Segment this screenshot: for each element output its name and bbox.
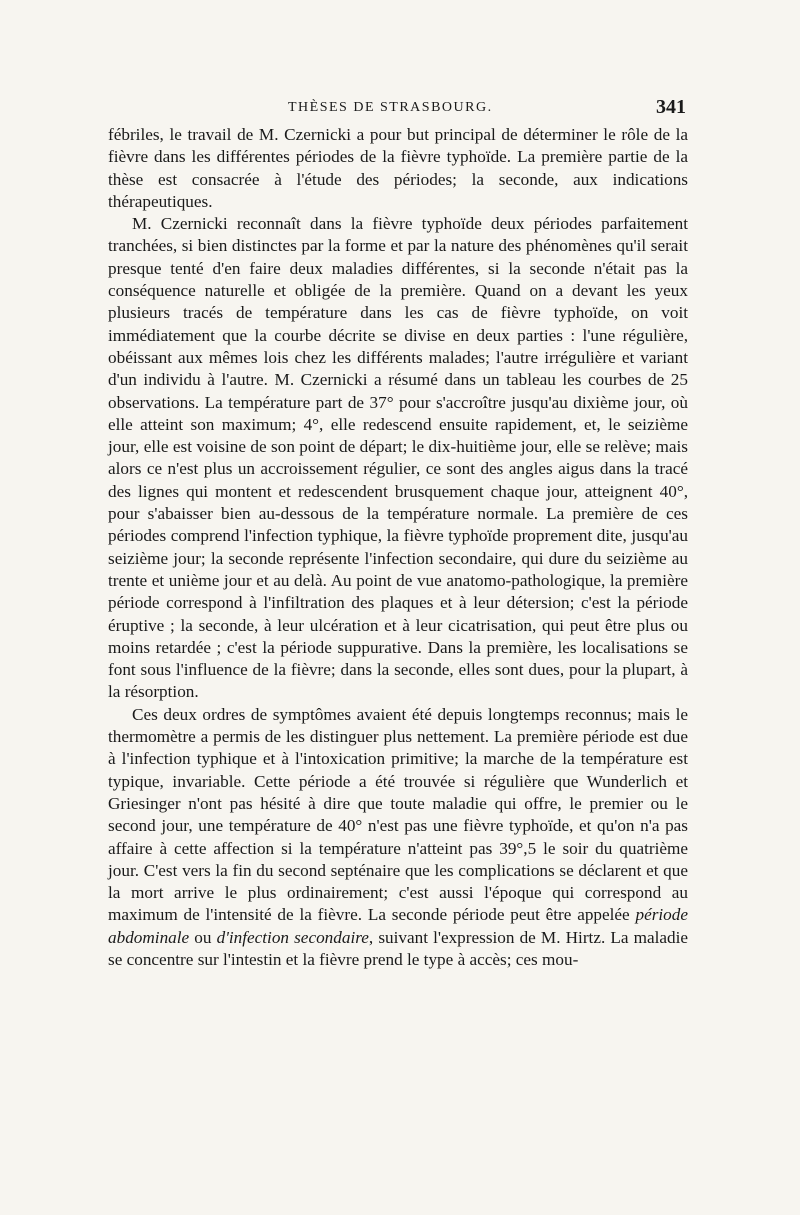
paragraph-symptomes-text: Ces deux ordres de symptômes avaient été depuis longtemps reconnus; mais le thermomètre a permis de les distinguer plus nettement. La première période est due à l'infection typhique et à l'intoxication primitive; la marche de la température est typique, invariable. Cette période a été trouvée si régulière que Wunderlich et Griesinger n'ont pas hésité à dire que toute maladie qui offre, le premier ou le second jour, une température de 40° n'est pas une fièvre typhoïde, et qu'on n'a pas affaire à cette affection si la température n'atteint pas 39°,5 le soir du quatrième jour. C'est vers la fin du second septénaire que les complications se déclarent et que la mort arrive le plus ordinairement; c'est aussi l'époque qui correspond au maximum de l'intensité de la fièvre. La seconde période peut être appelée — [108, 704, 688, 925]
page-number: 341 — [656, 96, 686, 118]
paragraph-czernicki: M. Czernicki reconnaît dans la fièvre typhoïde deux périodes parfaitement tranchées, si bien distinctes par la forme et par la nature des phénomènes qu'il serait presque tenté d'en faire deux maladies différentes, si la seconde n'était pas la conséquence naturelle et obligée de la première. Quand on a devant les yeux plusieurs tracés de température dans les cas de fièvre typhoïde, on voit immédiatement que la courbe décrite se divise en deux parties : l'une régulière, obéissant aux mêmes lois chez les différents malades; l'autre irrégulière et variant d'un individu à l'autre. M. Czernicki a résumé dans un tableau les courbes de 25 observations. La température part de 37° pour s'accroître jusqu'au dixième jour, où elle atteint son maximum; 4°, elle redescend ensuite rapidement, et, le seizième jour, elle est voisine de son point de départ; le dix-huitième jour, elle se relève; mais alors ce n'est plus un accroissement régulier, ce sont des angles aigus dans la tracé des lignes qui montent et redescendent brusquement chaque jour, atteignent 40°, pour s'abaisser bien au-dessous de la température normale. La première de ces périodes comprend l'infection typhique, la fièvre typhoïde proprement dite, jusqu'au seizième jour; la seconde représente l'infection secondaire, qui dure du seizième au trente et unième jour et au delà. Au point de vue anatomo-pathologique, la première période correspond à l'infiltration des plaques et à leur détersion; c'est la période éruptive ; la seconde, à leur ulcération et à leur cicatrisation, qui peut être plus ou moins retardée ; c'est la période suppurative. Dans la première, les localisations se font sous l'influence de la fièvre; dans la seconde, elles sont dues, pour la plupart, à la résorption. — [108, 214, 688, 702]
page-header — [108, 96, 686, 124]
italic-infection-secondaire: d'infection secondaire — [216, 927, 369, 947]
paragraph-symptomes — [108, 704, 688, 972]
body-text — [108, 124, 688, 971]
italic-periode-abdominale: période abdominale — [108, 905, 688, 947]
paragraph-continuation: fébriles, le travail de M. Czernicki a pour but principal de déterminer le rôle de la fièvre dans les différentes périodes de la fièvre typhoïde. La première partie de la thèse est consacrée à l'étude des périodes; la seconde, aux indications thérapeutiques. — [108, 125, 688, 211]
paragraph-symptomes-ou: ou — [189, 927, 217, 947]
running-title: THÈSES DE STRASBOURG. — [288, 100, 493, 115]
paragraph-symptomes-end: , suivant l'expression de M. Hirtz. La maladie se concentre sur l'intestin et la fièvre prend le type à accès; ces mou- — [108, 927, 689, 969]
